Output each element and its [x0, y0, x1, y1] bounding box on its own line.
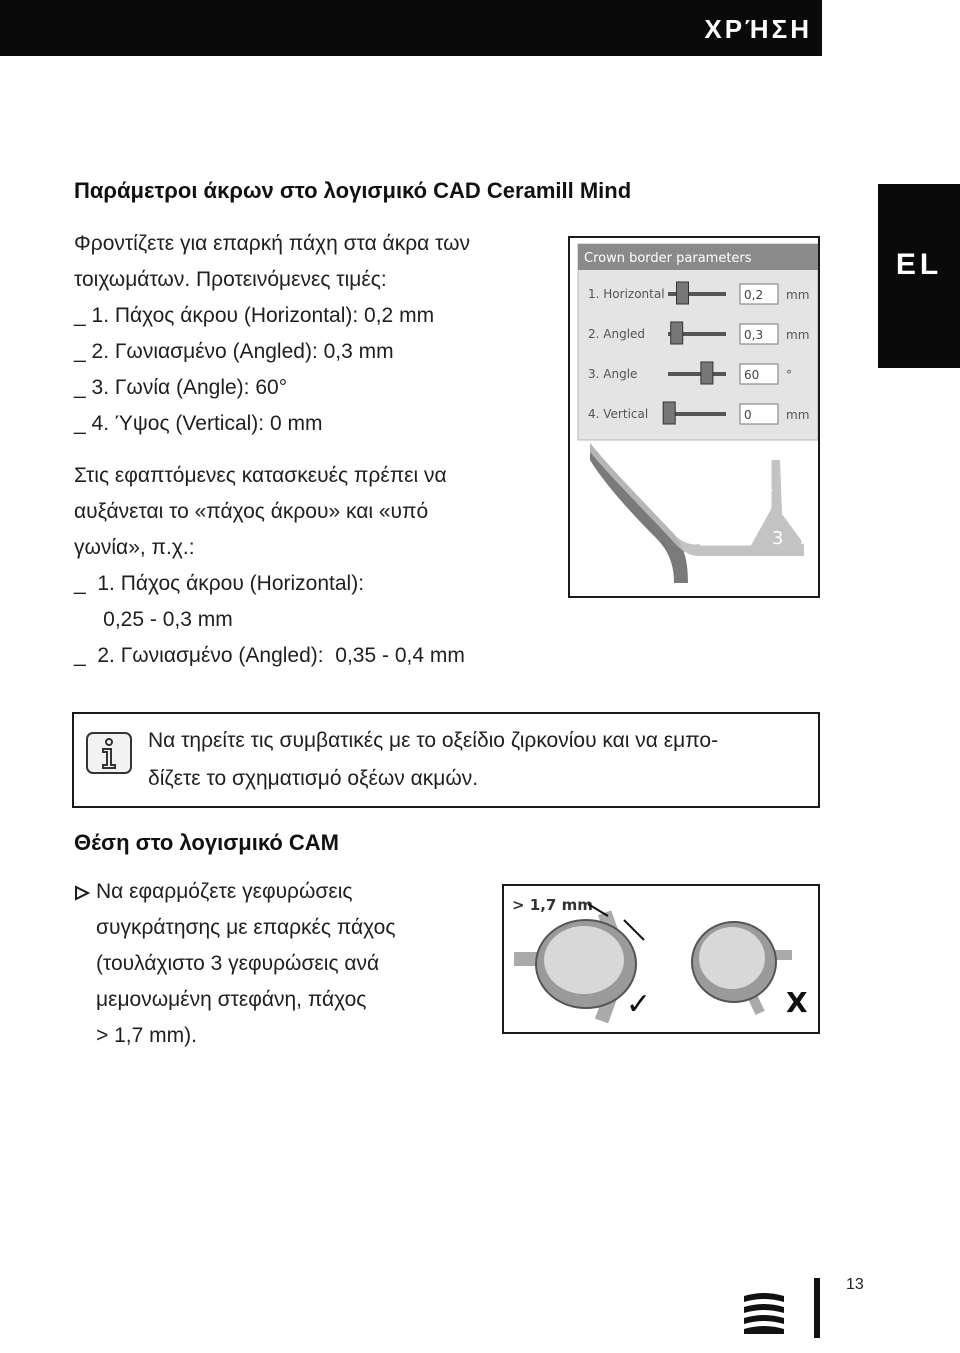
instruction-line: (τουλάχιστο 3 γεφυρώσεις ανά — [96, 952, 380, 975]
footer-divider — [814, 1278, 820, 1338]
page-number: 13 — [846, 1276, 864, 1293]
panel-title: Crown border parameters — [584, 251, 752, 266]
recommended-value-item: _ 2. Γωνιασμένο (Angled): 0,3 mm — [74, 340, 394, 363]
recommended-value-item: _ 4. Ύψος (Vertical): 0 mm — [74, 412, 323, 435]
paragraph-line: Στις εφαπτόμενες κατασκευές πρέπει να — [74, 464, 447, 487]
diagram-label: 1 — [712, 522, 724, 543]
instruction-line: > 1,7 mm). — [96, 1024, 197, 1047]
param-label: 3. Angle — [588, 367, 638, 381]
instruction-line: Να εφαρμόζετε γεφυρώσεις — [96, 880, 353, 903]
bad-crown-example — [692, 922, 808, 1019]
bridge-instruction — [96, 874, 395, 1054]
param-label: 4. Vertical — [588, 407, 649, 421]
param-value[interactable]: 0,2 — [744, 288, 764, 302]
slider-thumb[interactable] — [671, 322, 683, 344]
param-unit: ° — [786, 368, 792, 382]
param-label: 1. Horizontal — [588, 287, 665, 301]
good-crown-example — [514, 904, 651, 1023]
cross-mark: X — [786, 986, 808, 1019]
param-value[interactable]: 60 — [744, 368, 760, 382]
note-line: Να τηρείτε τις συμβατικές με το οξείδιο ζιρκονίου και να εμπο- — [148, 729, 719, 752]
param-label: 2. Angled — [588, 327, 646, 341]
paragraph-line: αυξάνεται το «πάχος άκρου» και «υπό — [74, 500, 429, 523]
slider-thumb[interactable] — [663, 402, 675, 424]
language-label: EL — [895, 248, 943, 281]
slider-thumb[interactable] — [701, 362, 713, 384]
instruction-line: μεμονωμένη στεφάνη, πάχος — [96, 988, 367, 1011]
tangent-paragraph — [74, 458, 465, 674]
crown-cross-section-diagram — [590, 443, 804, 583]
info-icon — [86, 732, 132, 779]
crown-parameters-figure — [568, 236, 820, 598]
brand-logo — [740, 1290, 788, 1339]
param-unit: mm — [786, 328, 810, 342]
note-text — [148, 722, 718, 798]
intro-line: τοιχωμάτων. Προτεινόμενες τιμές: — [74, 268, 387, 291]
section-heading-cad: Παράμετροι άκρων στο λογισμικό CAD Ceramill Mind — [74, 178, 632, 203]
section-heading-cam: Θέση στο λογισμικό CAM — [74, 830, 340, 855]
recommended-value-item: _ 3. Γωνία (Angle): 60° — [74, 376, 288, 399]
tangent-value-item: 0,25 - 0,3 mm — [74, 608, 233, 631]
triangle-bullet-icon — [74, 884, 90, 907]
tangent-value-item: _ 2. Γωνιασμένο (Angled): 0,35 - 0,4 mm — [74, 644, 465, 667]
instruction-line: συγκράτησης με επαρκές πάχος — [96, 916, 396, 939]
param-value[interactable]: 0,3 — [744, 328, 764, 342]
check-mark: ✓ — [626, 987, 652, 1022]
intro-paragraph — [74, 226, 470, 442]
note-line: δίζετε το σχηματισμό οξέων ακμών. — [148, 767, 479, 790]
language-tab — [878, 184, 960, 368]
diagram-label: 2 — [742, 506, 754, 527]
param-unit: mm — [786, 408, 810, 422]
slider-thumb[interactable] — [677, 282, 689, 304]
paragraph-line: γωνία», π.χ.: — [74, 536, 195, 559]
header-bar — [0, 0, 822, 56]
bridge-separators-figure — [502, 884, 820, 1034]
param-value[interactable]: 0 — [744, 408, 752, 422]
intro-line: Φροντίζετε για επαρκή πάχη στα άκρα των — [74, 232, 471, 255]
recommended-value-item: _ 1. Πάχος άκρου (Horizontal): 0,2 mm — [74, 304, 435, 327]
section-title: ΧΡΉΣΗ — [704, 14, 812, 44]
thickness-label: > 1,7 mm — [512, 896, 593, 914]
param-unit: mm — [786, 288, 810, 302]
diagram-label: 3 — [772, 528, 784, 549]
diagram-label: 4 — [762, 478, 774, 499]
tangent-value-item: _ 1. Πάχος άκρου (Horizontal): — [74, 572, 365, 595]
